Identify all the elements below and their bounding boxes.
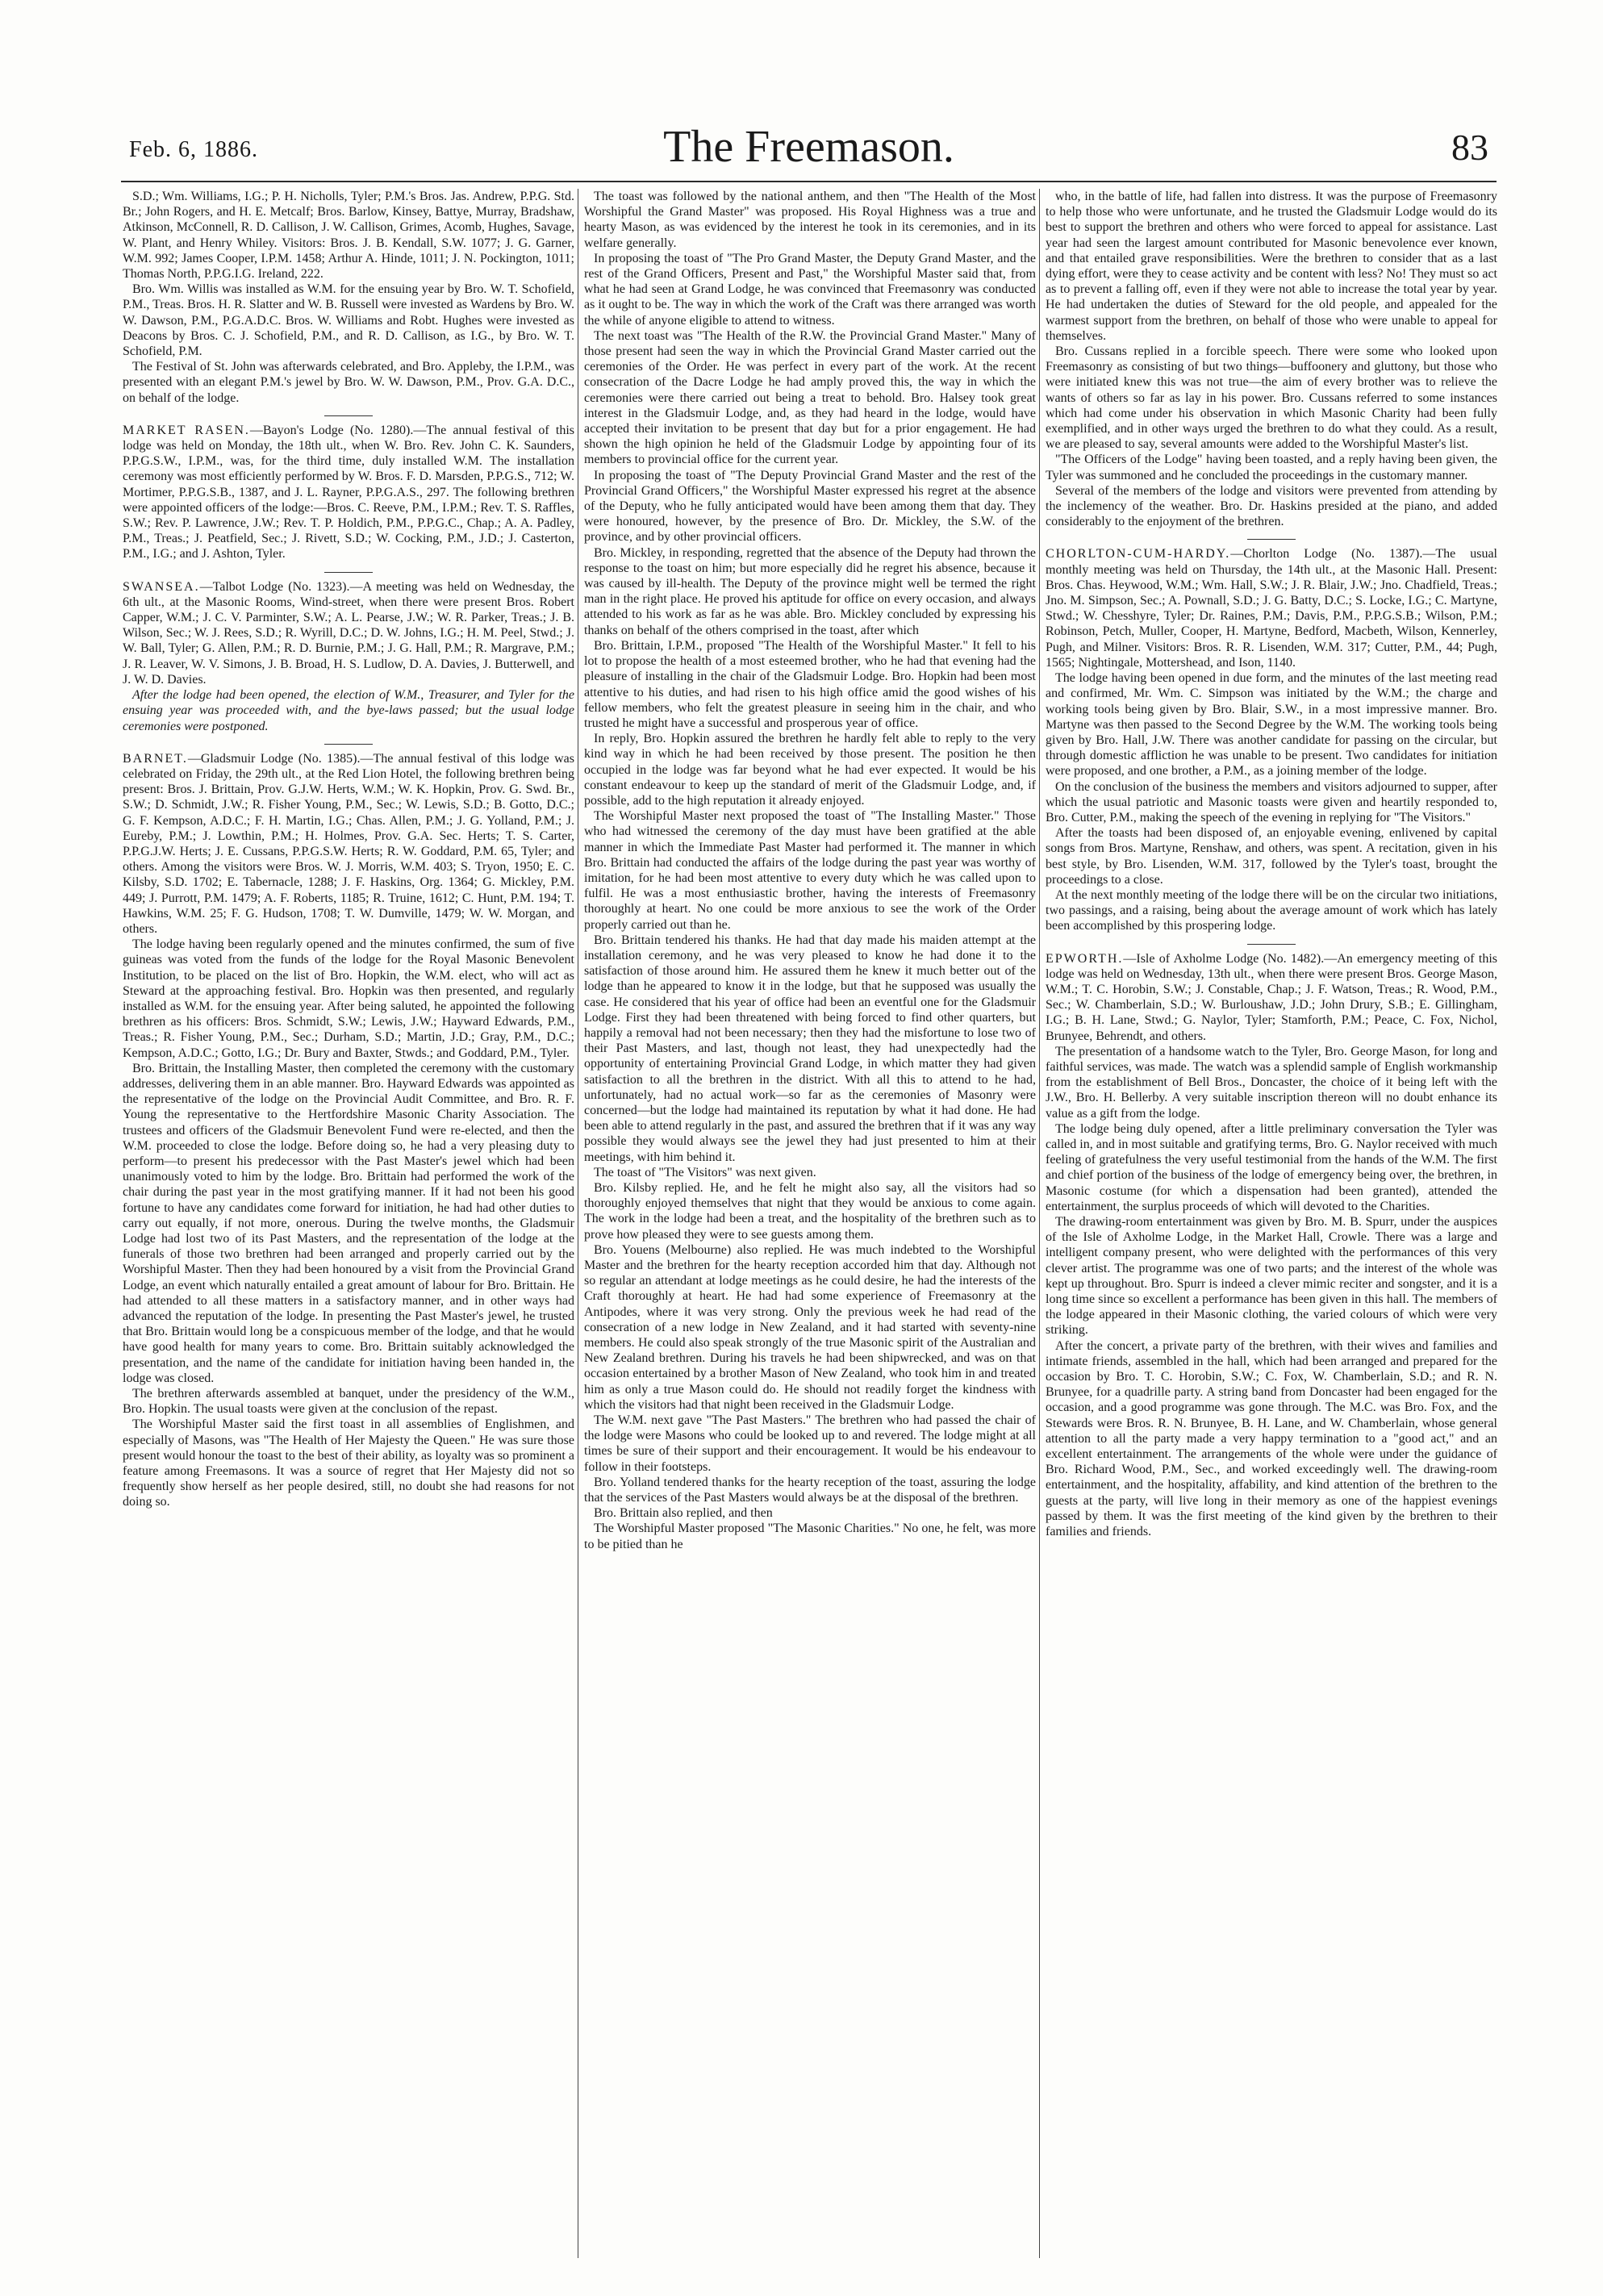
text-column-1	[123, 189, 574, 1510]
article-paragraph: The toast was followed by the national anthem, and then "The Health of the Most Worshipful the Grand Master" was proposed. His Royal Highness was a true and hearty Mason, as was evidenced by the interest he took in its ceremonies, and in its welfare generally.	[584, 190, 1036, 250]
page-number: 83	[1451, 127, 1488, 168]
article-paragraph: After the concert, a private party of the brethren, with their wives and families and intimate friends, assembled in the hall, which had been arranged and prepared for the occasion by Bro. T. C. Horobin, S.W.; C. Fox, W. Chamberlain, S.D.; and R. N. Brunyee, for a quadrille party. A string band from Doncaster had been engaged for the occasion, and a good programme was gone through. The M.C. was Bro. Fox, and the Stewards were Bros. R. N. Brunyee, B. H. Lane, and W. Chamberlain, whose general attention to all the party made a very happy termination to a "good act," and an excellent entertainment. The arrangements of the whole were under the guidance of Bro. Richard Wood, P.M., Sec., and worked exceedingly well. The drawing-room entertainment, and the hospitality, affability, and kind attention of the brethren to the guests at the party, will live long in their memory as one of the happiest evenings passed by them. It was the first meeting of the kind given by the brethren to their families and friends.	[1046, 1338, 1497, 1539]
lodge-report	[123, 423, 574, 562]
lodge-report-heading: MARKET RASEN.	[123, 423, 250, 437]
lodge-report-heading: EPWORTH.	[1046, 951, 1124, 966]
section-divider	[1247, 944, 1296, 945]
section-divider	[1247, 539, 1296, 540]
section-divider	[324, 744, 373, 745]
lodge-report	[1046, 951, 1497, 1044]
article-paragraph: After the toasts had been disposed of, an enjoyable evening, enlivened by capital songs from Bros. Martyne, Renshaw, and others, was spent. A recitation, given in his best style, by Bro. Lisenden, W.M. 317, followed by the Tyler's toast, brought the proceedings to a close.	[1046, 826, 1497, 887]
article-paragraph: The next toast was "The Health of the R.W. the Provincial Grand Master." Many of those present had seen the way in which the Provincial Grand Master carried out the ceremonies of the Order. He was perfect in every part of the work. At the recent consecration of the Dacre Lodge he had amply proved this, the way in which the ceremonies were there carried out being a treat to behold. Bro. Halsey took great interest in the Gladsmuir Lodge, and, as they had heard in the lodge, would have accepted their invitation to be present that day but for a prior engagement. He had shown the high opinion he held of the Gladsmuir Lodge by appointing four of its members to provincial office for the current year.	[584, 328, 1036, 467]
lodge-report	[123, 579, 574, 687]
section-divider	[324, 572, 373, 573]
lodge-report-heading: CHORLTON-CUM-HARDY.	[1046, 547, 1231, 561]
article-paragraph: S.D.; Wm. Williams, I.G.; P. H. Nicholls, Tyler; P.M.'s Bros. Jas. Andrew, P.P.G. Std. Br.; John Rogers, and H. E. Metcalf; Bros. Barlow, Kinsey, Battye, Murray, Bradshaw, Atkinson, McConnell, R. D. Callison, J. W. Callison, Grimes, Acomb, Hughes, Savage, W. Plant, and Henry Whiley. Visitors: Bros. J. B. Kendall, S.W. 1077; J. G. Garner, W.M. 992; James Cooper, I.P.M. 1458; Arthur A. Hinde, 1011; J. N. Pockington, 1011; Thomas North, P.P.G.I.G. Ireland, 222.	[123, 190, 574, 282]
article-paragraph: On the conclusion of the business the members and visitors adjourned to supper, after which the usual patriotic and Masonic toasts were given and heartily responded to, Bro. Cutter, P.M., making the speech of the evening in replying for "The Visitors."	[1046, 779, 1497, 824]
article-paragraph: In proposing the toast of "The Pro Grand Master, the Deputy Grand Master, and the rest of the Grand Officers, Present and Past," the Worshipful Master said that, from what he had seen at Grand Lodge, he was convinced that Freemasonry was conducted as it ought to be. The way in which the work of the Craft was there arranged was worth the while of anyone eligible to attend to witness.	[584, 251, 1036, 328]
article-paragraph: The Worshipful Master next proposed the toast of "The Installing Master." Those who had witnessed the ceremony of the day must have been gratified at the able manner in which the Immediate Past Master had performed it. The manner in which Bro. Brittain had conducted the affairs of the lodge during the past year was worthy of imitation, for he had been most attentive to every duty which he was called upon to fulfil. He was a most enthusiastic brother, having the interests of Freemasonry thoroughly at heart. No one could be more anxious to see the work of the Order properly carried out than he.	[584, 809, 1036, 932]
article-paragraph: The W.M. next gave "The Past Masters." The brethren who had passed the chair of the lodge were Masons who could be looked up to and revered. The lodge might at all times be sure of their support and their encouragement. It would be his endeavour to follow in their footsteps.	[584, 1413, 1036, 1474]
article-paragraph: In proposing the toast of "The Deputy Provincial Grand Master and the rest of the Provincial Grand Officers," the Worshipful Master expressed his regret at the absence of the Deputy, who he fully anticipated would have been among them that day. They were honoured, however, by the presence of Bro. Dr. Mickley, the S.W. of the province, and by other provincial officers.	[584, 468, 1036, 545]
article-paragraph: Several of the members of the lodge and visitors were prevented from attending by the inclemency of the weather. Bro. Dr. Haskins presided at the piano, and added considerably to the enjoyment of the brethren.	[1046, 483, 1497, 529]
article-paragraph: In reply, Bro. Hopkin assured the brethren he hardly felt able to reply to the very kind way in which he had been received by those present. The position he then occupied in the lodge was far beyond what he had ever expected. It would be his constant endeavour to keep up the standard of merit of the Gladsmuir Lodge, and, if possible, add to the high reputation it already enjoyed.	[584, 732, 1036, 808]
article-paragraph: The lodge having been opened in due form, and the minutes of the last meeting read and confirmed, Mr. Wm. C. Simpson was initiated by the W.M.; the charge and working tools being given by Bro. Blair, S.W., in a most impressive manner. Bro. Martyne was then passed to the Second Degree by the W.M. The working tools being given by Bro. Hall, J.W. There was another candidate for passing on the circular, but through domestic affliction he was unable to be present. Two candidates for initiation were proposed, and one brother, a P.M., as a joining member of the lodge.	[1046, 671, 1497, 779]
article-paragraph: "The Officers of the Lodge" having been toasted, and a reply having been given, the Tyler was summoned and he concluded the proceedings in the customary manner.	[1046, 453, 1497, 482]
lodge-report	[123, 751, 574, 937]
article-paragraph: The Festival of St. John was afterwards celebrated, and Bro. Appleby, the I.P.M., was presented with an elegant P.M.'s jewel by Bro. W. W. Dawson, P.M., Prov. G.A. D.C., on behalf of the lodge.	[123, 360, 574, 405]
section-divider	[324, 415, 373, 416]
article-paragraph: At the next monthly meeting of the lodge there will be on the circular two initiations, two passings, and a raising, being about the average amount of work which has lately been accomplished by this prospering lodge.	[1046, 887, 1497, 933]
article-paragraph: Bro. Brittain tendered his thanks. He had that day made his maiden attempt at the installation ceremony, and he was very pleased to know he had done it to the satisfaction of those around him. He assured them he knew it much better out of the lodge than he appeared to know it in the lodge, but that he supposed was usually the case. He considered that his year of office had been an eventful one for the Gladsmuir Lodge. First they had been threatened with being forced to find other quarters, but happily a removal had not been necessary; then they had the misfortune to lose two of their Past Masters, and last, though not least, they had unexpectedly had the opportunity of entertaining Provincial Grand Lodge, in which matter they had given satisfaction to all the brethren in the district. With all this to attend to he had, unfortunately, had no actual work—so far as the ceremonies of Masonry were concerned—but the lodge had maintained its reputation by what it had done. He had been able to attend regularly in the past, and assured the brethren that if it was any way possible they would always see the jewel they had just presented to him at their meetings, with him behind it.	[584, 933, 1036, 1164]
article-paragraph: Bro. Wm. Willis was installed as W.M. for the ensuing year by Bro. W. T. Schofield, P.M., Treas. Bros. H. R. Slatter and W. B. Russell were invested as Wardens by Bro. W. W. Dawson, P.M., P.G.A.D.C. Bros. W. Williams and Robt. Hughes were invested as Deacons by Bros. C. J. Schofield, P.M., and R. D. Callison, as I.G., by Bro. W. T. Schofield, P.M.	[123, 282, 574, 359]
lodge-report-text: —Bayon's Lodge (No. 1280).—The annual festival of this lodge was held on Monday, the 18th ult., when W. Bro. Rev. John C. K. Saunders, P.P.G.S.W., I.P.M., was, for the third time, duly installed W.M. The installation ceremony was most efficiently performed by W. Bros. F. D. Marsden, P.P.G.S., 712; W. Mortimer, P.P.G.S.B., 1387, and J. L. Rayner, P.P.G.A.S., 297. The following brethren were appointed officers of the lodge:—Bros. C. Reeve, P.M., I.P.M.; Rev. T. S. Raffles, S.W.; Rev. P. Lawrence, J.W.; Rev. T. P. Holdich, P.M., P.P.G.C., Chap.; A. A. Padley, P.M., Treas.; J. Peatfield, Sec.; J. Rivett, S.D.; W. Cocking, P.M., J.D.; J. Casterton, P.M., I.G.; and J. Ashton, Tyler.	[123, 423, 574, 561]
lodge-report-text: —Talbot Lodge (No. 1323).—A meeting was held on Wednesday, the 6th ult., at the Masonic Rooms, Wind-street, when there were present Bros. Robert Capper, W.M.; J. C. V. Parminter, S.W.; A. L. Pearse, J.W.; W. R. Parker, Treas.; J. B. Wilson, Sec.; W. J. Rees, S.D.; R. Wyrill, D.C.; D. W. Johns, I.G.; H. M. Peel, Stwd.; J. W. Ball, Tyler; G. Allen, P.M.; R. D. Burnie, P.M.; J. G. Hall, P.M.; R. Margrave, P.M.; J. R. Leaver, W. V. Simons, J. B. Broad, H. S. Ludlow, D. A. Davies, J. Butterwell, and J. W. D. Davies.	[123, 579, 574, 687]
article-paragraph: Bro. Mickley, in responding, regretted that the absence of the Deputy had thrown the response to the toast on him; but more especially did he regret his absence, because it was caused by ill-health. The Deputy of the province might well be termed the right man in the right place. He proved his aptitude for office on every occasion, and always attended to his work as far as he was able. Bro. Mickley concluded by expressing his thanks on behalf of the others comprised in the toast, after which	[584, 545, 1036, 637]
article-paragraph: Bro. Brittain also replied, and then	[594, 1506, 773, 1521]
masthead	[121, 121, 1497, 177]
article-paragraph: Bro. Brittain, the Installing Master, then completed the ceremony with the customary addresses, delivering them in an able manner. Bro. Hayward Edwards was appointed as the representative of the lodge on the Provincial Audit Committee, and Bro. R. F. Young the representative to the Hertfordshire Masonic Charity Association. The trustees and officers of the Gladsmuir Benevolent Fund were re-elected, and then the W.M. proceeded to close the lodge. Before doing so, he had a very pleasing duty to perform—to present his predecessor with the Past Master's jewel which had been unanimously voted to him by the lodge. Bro. Brittain had performed the work of the chair during the past year in the most gratifying manner. If it had not been his good fortune to have any candidates come forward for initiation, he had had other duties to carry out equally, if not more, onerous. During the twelve months, the Gladsmuir Lodge had lost two of its Past Masters, and the representation of the lodge at the funerals of those two brethren had been arranged and properly carried out by the Worshipful Master. Then they had been honoured by a visit from the Provincial Grand Lodge, an event which naturally entailed a great amount of labour for Bro. Brittain. He had attended to all these matters in a satisfactory manner, and in other ways had advanced the reputation of the lodge. In presenting the Past Master's jewel, he trusted that Bro. Brittain would long be a conspicuous member of the lodge, and that he would have good health for many years to come. Bro. Brittain suitably acknowledged the presentation, and the name of the candidate for initiation having been handed in, the lodge was closed.	[123, 1061, 574, 1385]
lodge-report-text: —Isle of Axholme Lodge (No. 1482).—An emergency meeting of this lodge was held on Wednesday, 13th ult., when there were present Bros. George Mason, W.M.; T. C. Horobin, S.W.; J. Constable, Chap.; J. F. Watson, Treas.; R. Wood, P.M., Sec.; W. Chamberlain, S.D.; W. Burloushaw, J.D.; John Drury, S.B.; E. Gillingham, I.G.; B. H. Lane, Stwd.; G. Naylor, Tyler; Stamforth, P.M.; Peace, C. Fox, Nichol, Brunyee, Behrendt, and others.	[1046, 951, 1497, 1043]
article-paragraph: The drawing-room entertainment was given by Bro. M. B. Spurr, under the auspices of the Isle of Axholme Lodge, in the Market Hall, Crowle. There was a large and intelligent company present, who were delighted with the performances of this very clever artist. The programme was one of two parts; and the interest of the whole was kept up throughout. Bro. Spurr is indeed a clever mimic reciter and songster, and it is a long time since so excellent a performance has been given in this hall. The members of the lodge appeared in their Masonic clothing, the varied colours of which were very striking.	[1046, 1215, 1497, 1338]
column-divider	[1039, 189, 1040, 2258]
lodge-report-heading: BARNET.	[123, 751, 188, 766]
article-paragraph: The Worshipful Master proposed "The Masonic Charities." No one, he felt, was more to be pitied than he	[584, 1522, 1036, 1551]
issue-date: Feb. 6, 1886.	[129, 137, 258, 162]
article-paragraph: The brethren afterwards assembled at banquet, under the presidency of the W.M., Bro. Hopkin. The usual toasts were given at the conclusion of the repast.	[123, 1387, 574, 1417]
text-column-2	[584, 189, 1036, 1552]
article-paragraph: The toast of "The Visitors" was next given.	[594, 1165, 816, 1179]
header-rule	[121, 181, 1497, 182]
newspaper-title: The Freemason.	[663, 122, 954, 172]
lodge-report	[1046, 546, 1497, 670]
article-paragraph: Bro. Brittain, I.P.M., proposed "The Health of the Worshipful Master." It fell to his lot to propose the health of a most esteemed brother, who he had that evening had the pleasure of installing in the chair of the Gladsmuir Lodge. Bro. Hopkin had been most attentive to his duties, and had risen to his high office amid the good wishes of his fellow members, who felt the greatest pleasure in seeing him in the chair, and who trusted he might have a successful and prosperous year of office.	[584, 638, 1036, 730]
text-column-3	[1046, 189, 1497, 1539]
article-paragraph: After the lodge had been opened, the election of W.M., Treasurer, and Tyler for the ensuing year was proceeded with, and the bye-laws passed; but the usual lodge ceremonies were postponed.	[123, 688, 574, 733]
lodge-report-text: —Chorlton Lodge (No. 1387).—The usual monthly meeting was held on Thursday, the 14th ult., at the Masonic Hall. Present: Bros. Chas. Heywood, W.M.; Wm. Hall, S.W.; J. R. Blair, J.W.; Jno. Chadfield, Treas.; Jno. M. Simpson, Sec.; A. Pownall, S.D.; J. G. Batty, D.C.; S. Locke, I.G.; C. Martyne, Stwd.; W. Chesshyre, Tyler; Dr. Raines, P.M.; Davis, P.M., P.P.G.S.B.; Wilson, P.M.; Robinson, Petch, Muller, Cooper, H. Martyne, Bedford, Macbeth, Wilson, Kennerley, Pugh, and Milner. Visitors: Bros. R. R. Lisenden, W.M. 317; Cutter, P.M., 44; Pugh, 1565; Nightingale, Mottershead, and Ison, 1140.	[1046, 547, 1497, 670]
lodge-report-heading: SWANSEA.	[123, 579, 200, 594]
article-paragraph: The presentation of a handsome watch to the Tyler, Bro. George Mason, for long and faithful services, was made. The watch was a splendid sample of English workmanship from the establishment of Bell Bros., Doncaster, the choice of it being left with the J.W., Bro. H. Bellerby. A very suitable inscription thereon will no doubt enhance its value as a gift from the lodge.	[1046, 1044, 1497, 1121]
lodge-report-text: —Gladsmuir Lodge (No. 1385).—The annual festival of this lodge was celebrated on Friday, the 29th ult., at the Red Lion Hotel, the following brethren being present: Bros. J. Brittain, Prov. G.J.W. Herts, W.M.; W. K. Hopkin, Prov. G. Swd. Br., S.W.; D. Schmidt, J.W.; R. Fisher Young, P.M., Sec.; W. Lewis, S.D.; B. Gotto, D.C.; G. F. Kempson, A.D.C.; F. H. Martin, I.G.; Chas. Allen, P.M.; J. G. Yolland, P.M.; J. Eureby, P.M.; J. Lowthin, P.M.; H. Holmes, Prov. G.A. Sec. Herts; T. S. Carter, P.P.G.J.W. Herts; J. E. Cussans, P.P.G.S.W. Herts; R. W. Goddard, P.M. 65, Tyler; and others. Among the visitors were Bros. W. J. Morris, W.M. 403; S. Tryon, 1950; E. C. Kilsby, S.D. 1702; E. Tabernacle, 1288; J. F. Haskins, Org. 1364; G. Mickley, P.M. 449; J. Purrott, P.M. 1479; A. F. Roberts, 1185; R. Truine, 1612; C. Hunt, P.M. 194; T. Hawkins, W.M. 25; F. G. Hudson, 1708; T. W. Dumville, 1479; W. W. Morgan, and others.	[123, 751, 574, 936]
article-paragraph: Bro. Youens (Melbourne) also replied. He was much indebted to the Worshipful Master and the brethren for the hearty reception accorded him that day. Although not so regular an attendant at lodge meetings as he could desire, he had the interests of the Craft thoroughly at heart. He had had some experience of Freemasonry at the Antipodes, where it was very strong. Only the previous week he had read of the consecration of a new lodge in New Zealand, and it had started with seventy-nine members. He could also speak strongly of the true Masonic spirit of the Australian and New Zealand brethren. During his travels he had been shipwrecked, and was on that occasion entertained by a brother Mason of New Zealand, who took him in and treated him as only a true Mason could do. He should not readily forget the kindness with which the visitors had that night been received in the Gladsmuir Lodge.	[584, 1242, 1036, 1412]
article-paragraph: Bro. Kilsby replied. He, and he felt he might also say, all the visitors had so thoroughly enjoyed themselves that night that they would be anxious to come again. The work in the lodge had been a treat, and the hospitality of the brethren such as to prove how pleased they were to see guests among them.	[584, 1181, 1036, 1242]
article-paragraph: Bro. Cussans replied in a forcible speech. There were some who looked upon Freemasonry as consisting of but two things—buffoonery and gluttony, but those who were initiated knew this was not true—the aim of every brother was to relieve the wants of others so far as lay in his power. Bro. Cussans referred to some instances which had come under his observation in which Masonic Charity had been fully exemplified, and in other ways urged the brethren to do what they could. As a result, we are pleased to say, several amounts were added to the Worshipful Master's list.	[1046, 344, 1497, 452]
article-paragraph: The Worshipful Master said the first toast in all assemblies of Englishmen, and especially of Masons, was "The Health of Her Majesty the Queen." He was sure those present would honour the toast to the best of their ability, as loyalty was so prominent a feature among Freemasons. It was a source of regret that Her Majesty did not so frequently show herself as her people desired, still, no doubt she had reasons for not doing so.	[123, 1417, 574, 1509]
article-paragraph: who, in the battle of life, had fallen into distress. It was the purpose of Freemasonry to help those who were unfortunate, and he trusted the Gladsmuir Lodge would do its best to support the brethren and others who were forced to appeal for assistance. Last year had seen the largest amount contributed for Masonic benevolence ever known, and that entailed grave responsibilities. Were the brethren to consider that as a last dying effort, were they to cease activity and be content with less? No! They must so act as to prevent a falling off, even if they were not able to increase the total year by year. He had undertaken the duties of Steward for the old people, and appealed for the warmest support from the brethren, on behalf of those who were unable to appeal for themselves.	[1046, 190, 1497, 343]
article-paragraph: Bro. Yolland tendered thanks for the hearty reception of the toast, assuring the lodge that the services of the Past Masters would always be at the disposal of the brethren.	[584, 1475, 1036, 1505]
article-paragraph: The lodge having been regularly opened and the minutes confirmed, the sum of five guineas was voted from the funds of the lodge for the Royal Masonic Benevolent Institution, to be placed on the list of Bro. Hopkin, the W.M. elect, who will act as Steward at the approaching festival. Bro. Hopkin was then presented, and regularly installed as W.M. for the ensuing year. After being saluted, he appointed the following brethren as his officers: Bros. Schmidt, S.W.; Lewis, J.W.; Hayward Edwards, P.M., Treas.; R. Fisher Young, P.M., Sec.; Durham, S.D.; Martin, J.D.; Gray, P.M., D.C.; Kempson, A.D.C.; Gotto, I.G.; Dr. Bury and Baxter, Stwds.; and Goddard, P.M., Tyler.	[123, 937, 574, 1060]
article-paragraph: The lodge being duly opened, after a little preliminary conversation the Tyler was called in, and in most suitable and gratifying terms, Bro. G. Naylor received with much feeling of gratefulness the very useful testimonial from the hands of the W.M. The first and chief portion of the business of the lodge of emergency being over, the brethren, in Masonic costume (for which a dispensation had been granted), attended the entertainment, the surplus proceeds of which will devoted to the Charities.	[1046, 1121, 1497, 1213]
